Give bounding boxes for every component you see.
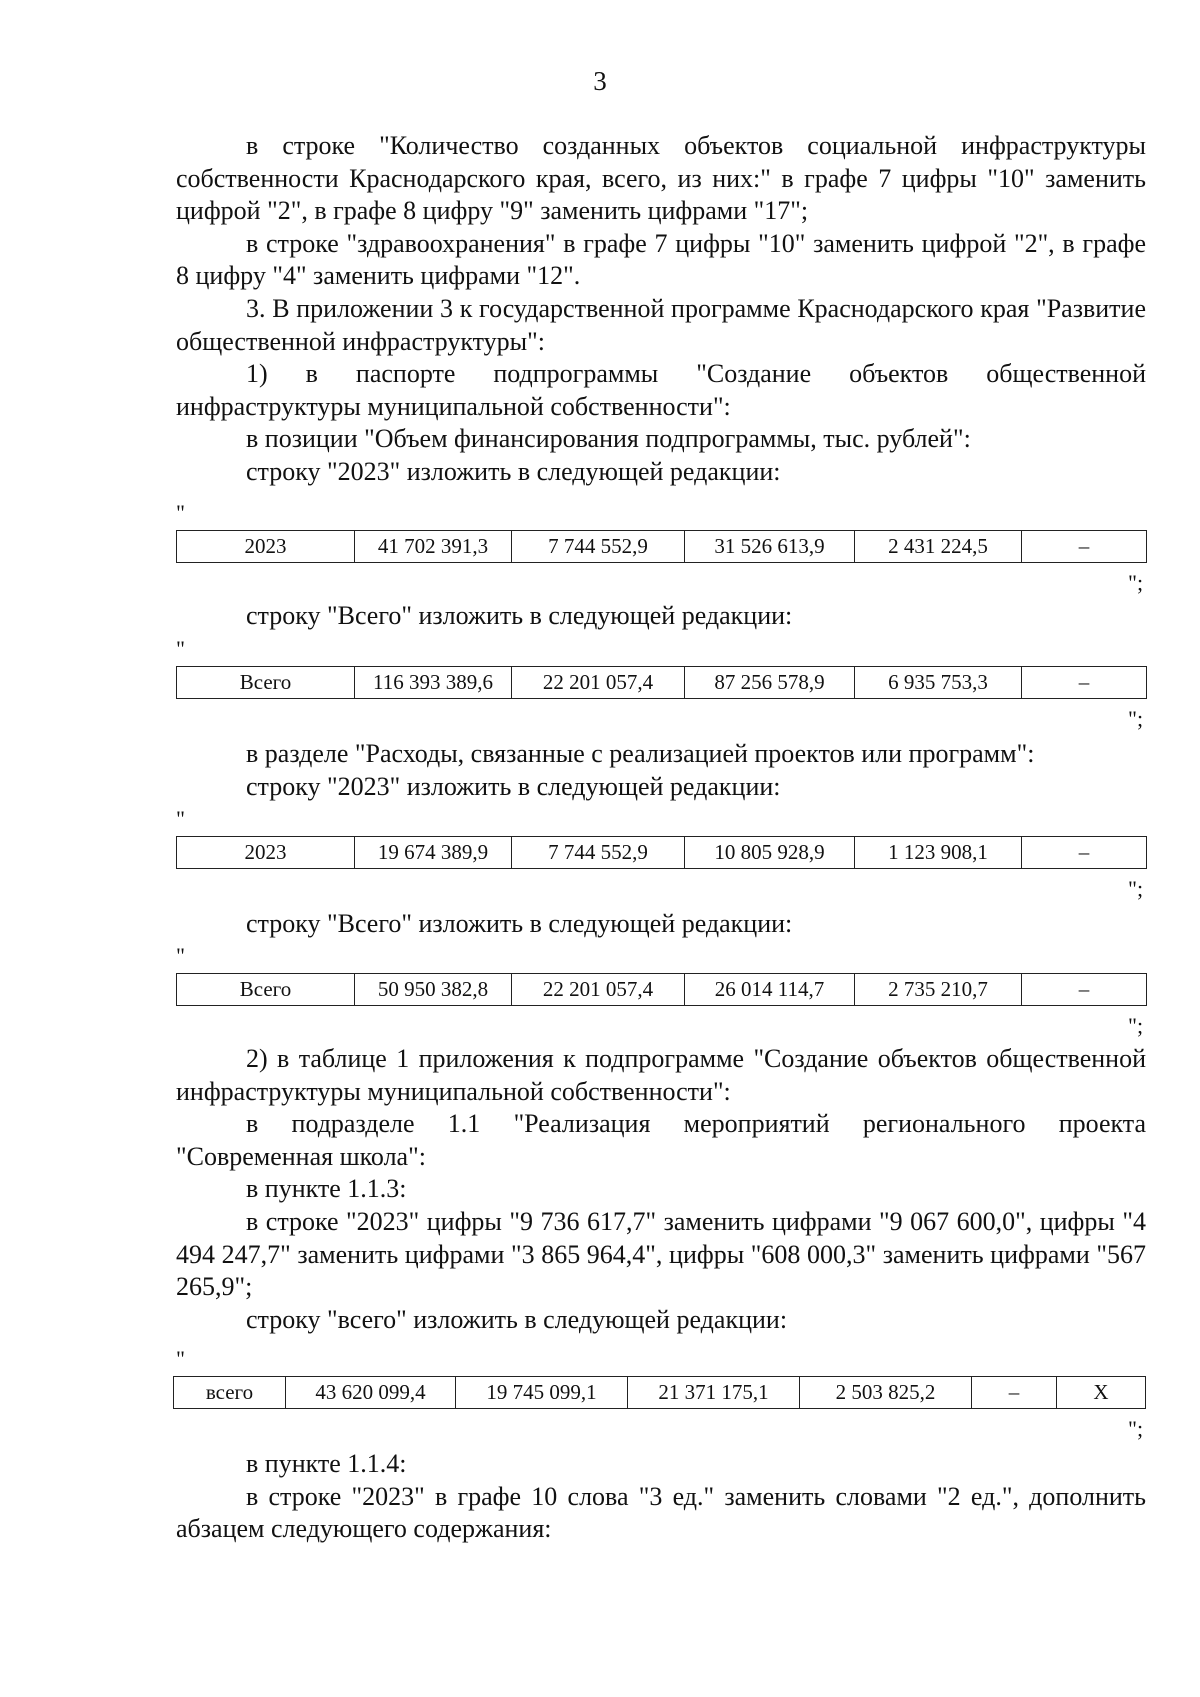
paragraph: в строке "здравоохранения" в графе 7 цифры "10" заменить цифрой "2", в графе 8 цифру "4" заменить цифрами "12". — [176, 228, 1146, 291]
paragraph: в пункте 1.1.3: — [246, 1174, 407, 1204]
table-cell: 6 935 753,3 — [855, 667, 1022, 699]
quote-close: "; — [1128, 1013, 1144, 1038]
table-cell: – — [1022, 667, 1147, 699]
table-row — [177, 667, 1147, 699]
replacement-row-table — [176, 666, 1147, 699]
table-row — [177, 837, 1147, 869]
table-cell: 26 014 114,7 — [685, 974, 855, 1006]
paragraph: в строке "2023" в графе 10 слова "3 ед." заменить словами "2 ед.", дополнить абзацем следующего содержания: — [176, 1481, 1146, 1544]
table-cell: 2023 — [177, 531, 355, 563]
table-cell: 87 256 578,9 — [685, 667, 855, 699]
paragraph: в позиции "Объем финансирования подпрограммы, тыс. рублей": — [246, 424, 971, 454]
text-block-bottom — [176, 1448, 1146, 1546]
table-cell: всего — [174, 1377, 286, 1409]
table-cell: 31 526 613,9 — [685, 531, 855, 563]
table-row — [177, 531, 1147, 563]
paragraph: строку "2023" изложить в следующей редакции: — [246, 456, 781, 486]
text-block-top — [176, 130, 1146, 489]
table-cell: 7 744 552,9 — [512, 837, 685, 869]
table-cell: 50 950 382,8 — [355, 974, 512, 1006]
table-row — [174, 1377, 1146, 1409]
paragraph: в строке "2023" цифры "9 736 617,7" заменить цифрами "9 067 600,0", цифры "4 494 247,7" заменить цифрами "3 865 964,4", цифры "608 000,3" заменить цифрами "567 265,9"; — [176, 1206, 1146, 1302]
paragraph: строку "всего" изложить в следующей редакции: — [246, 1304, 788, 1334]
table-cell: 2 735 210,7 — [855, 974, 1022, 1006]
table-cell: Всего — [177, 667, 355, 699]
table-cell: 22 201 057,4 — [512, 974, 685, 1006]
table-cell: 1 123 908,1 — [855, 837, 1022, 869]
paragraph: строку "Всего" изложить в следующей редакции: — [246, 909, 793, 938]
text-block — [176, 738, 1146, 803]
replacement-row-table — [176, 530, 1147, 563]
table-cell: 2023 — [177, 837, 355, 869]
quote-open: " — [176, 636, 185, 661]
table-cell: 116 393 389,6 — [355, 667, 512, 699]
table-cell: 21 371 175,1 — [628, 1377, 800, 1409]
table-cell: – — [1022, 531, 1147, 563]
text-block — [176, 600, 1146, 633]
table-cell: 2 503 825,2 — [800, 1377, 972, 1409]
table-cell: 22 201 057,4 — [512, 667, 685, 699]
paragraph: 2) в таблице 1 приложения к подпрограмме "Создание объектов общественной инфраструктуры муниципальной собственности": — [176, 1044, 1146, 1106]
quote-close: "; — [1128, 570, 1144, 595]
quote-open: " — [176, 943, 185, 968]
quote-open: " — [176, 1346, 185, 1371]
table-cell: 10 805 928,9 — [685, 837, 855, 869]
paragraph: строку "Всего" изложить в следующей редакции: — [246, 601, 793, 630]
text-block — [176, 908, 1146, 941]
quote-close: "; — [1128, 1416, 1144, 1441]
table-cell: 41 702 391,3 — [355, 531, 512, 563]
table-cell: – — [1022, 837, 1147, 869]
paragraph: в пункте 1.1.4: — [246, 1449, 407, 1478]
paragraph: в разделе "Расходы, связанные с реализацией проектов или программ": — [246, 739, 1035, 768]
table-cell: Х — [1057, 1377, 1146, 1409]
replacement-row-table — [176, 973, 1147, 1006]
page-number: 3 — [593, 66, 607, 96]
replacement-row-table — [173, 1376, 1146, 1409]
table-cell: 43 620 099,4 — [286, 1377, 456, 1409]
quote-close: "; — [1128, 706, 1144, 731]
table-cell: 19 745 099,1 — [456, 1377, 628, 1409]
table-row — [177, 974, 1147, 1006]
quote-open: " — [176, 500, 185, 525]
paragraph: в строке "Количество созданных объектов социальной инфраструктуры собственности Краснодарского края, всего, из них:" в графе 7 цифры "10" заменить цифрой "2", в графе 8 цифру "9" заменить цифрами "17"; — [176, 131, 1146, 226]
table-cell: – — [972, 1377, 1057, 1409]
paragraph: строку "2023" изложить в следующей редакции: — [246, 771, 781, 801]
paragraph: 3. В приложении 3 к государственной программе Краснодарского края "Развитие общественной инфраструктуры": — [176, 293, 1146, 356]
replacement-row-table — [176, 836, 1147, 869]
table-cell: 19 674 389,9 — [355, 837, 512, 869]
quote-open: " — [176, 806, 185, 831]
table-cell: – — [1022, 974, 1147, 1006]
text-block-mid — [176, 1043, 1146, 1336]
paragraph: в подразделе 1.1 "Реализация мероприятий регионального проекта "Современная школа": — [176, 1109, 1146, 1171]
paragraph: 1) в паспорте подпрограммы "Создание объектов общественной инфраструктуры муниципальной собственности": — [176, 359, 1146, 421]
table-cell: 2 431 224,5 — [855, 531, 1022, 563]
quote-close: "; — [1128, 876, 1144, 901]
table-cell: 7 744 552,9 — [512, 531, 685, 563]
table-cell: Всего — [177, 974, 355, 1006]
